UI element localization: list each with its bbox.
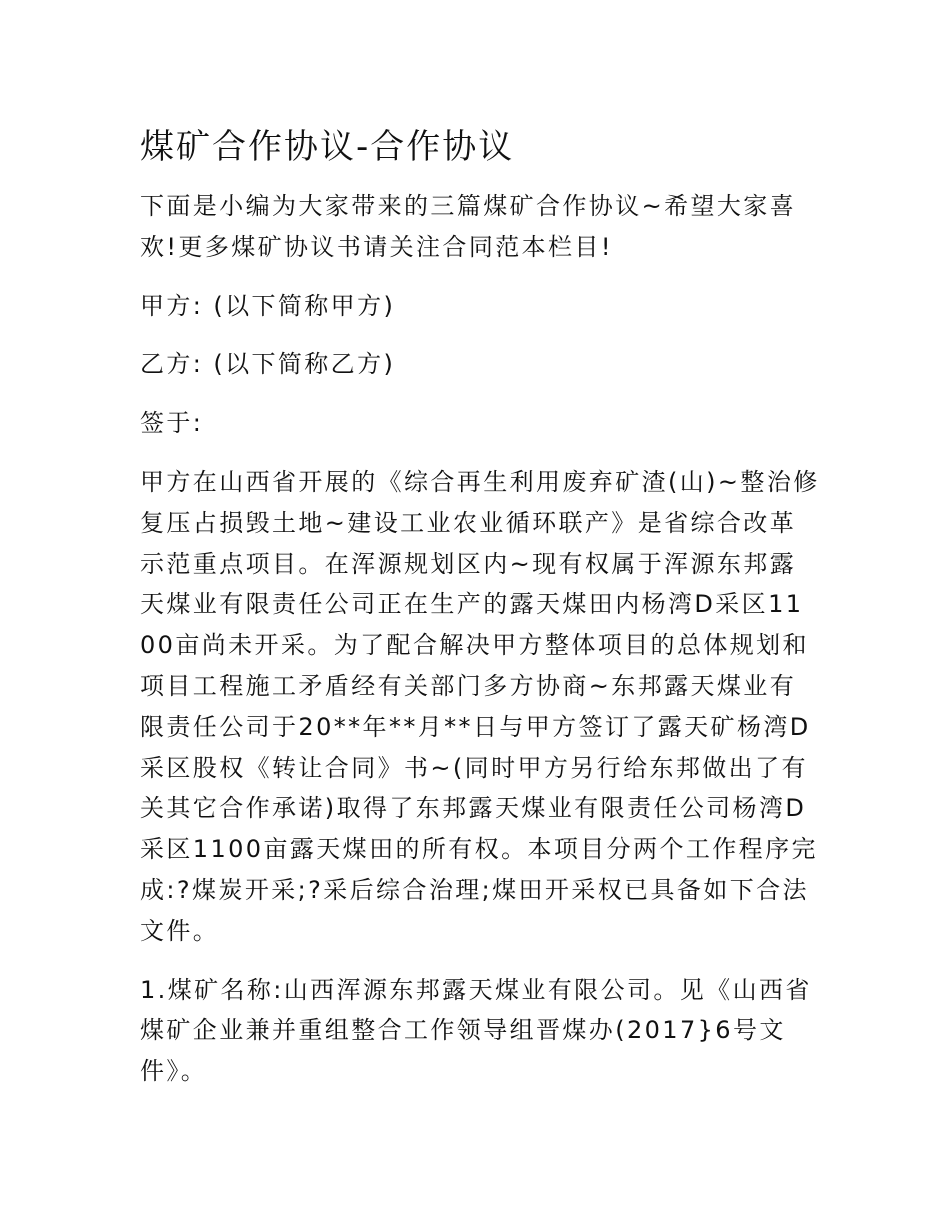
project-description-paragraph: 甲方在山西省开展的《综合再生利用废弃矿渣(山)~整治修复压占损毁土地~建设工业农业循环联产》是省综合改革示范重点项目。在浑源规划区内~现有权属于浑源东邦露天煤业有限责任公司正在生产的露天煤田内杨湾D采区1100亩尚未开采。为了配合解决甲方整体项目的总体规划和项目工程施工矛盾经有关部门多方协商~东邦露天煤业有限责任公司于20**年**月**日与甲方签订了露天矿杨湾D采区股权《转让合同》书~(同时甲方另行给东邦做出了有关其它合作承诺)取得了东邦露天煤业有限责任公司杨湾D采区1100亩露天煤田的所有权。本项目分两个工作程序完成:?煤炭开采;?采后综合治理;煤田开采权已具备如下合法文件。 bbox=[140, 467, 820, 945]
signed-at-line: 签于: bbox=[140, 409, 204, 438]
party-a-line: 甲方: (以下简称甲方) bbox=[140, 291, 396, 320]
party-b-line: 乙方: (以下简称乙方) bbox=[140, 350, 396, 379]
document-page bbox=[140, 118, 820, 1110]
item-1-paragraph: 1.煤矿名称:山西浑源东邦露天煤业有限公司。见《山西省煤矿企业兼并重组整合工作领导组晋煤办(2017}6号文件》。 bbox=[140, 975, 812, 1086]
intro-paragraph: 下面是小编为大家带来的三篇煤矿合作协议~希望大家喜欢!更多煤矿协议书请关注合同范本栏目! bbox=[140, 192, 797, 261]
document-title: 煤矿合作协议-合作协议 bbox=[140, 127, 515, 167]
